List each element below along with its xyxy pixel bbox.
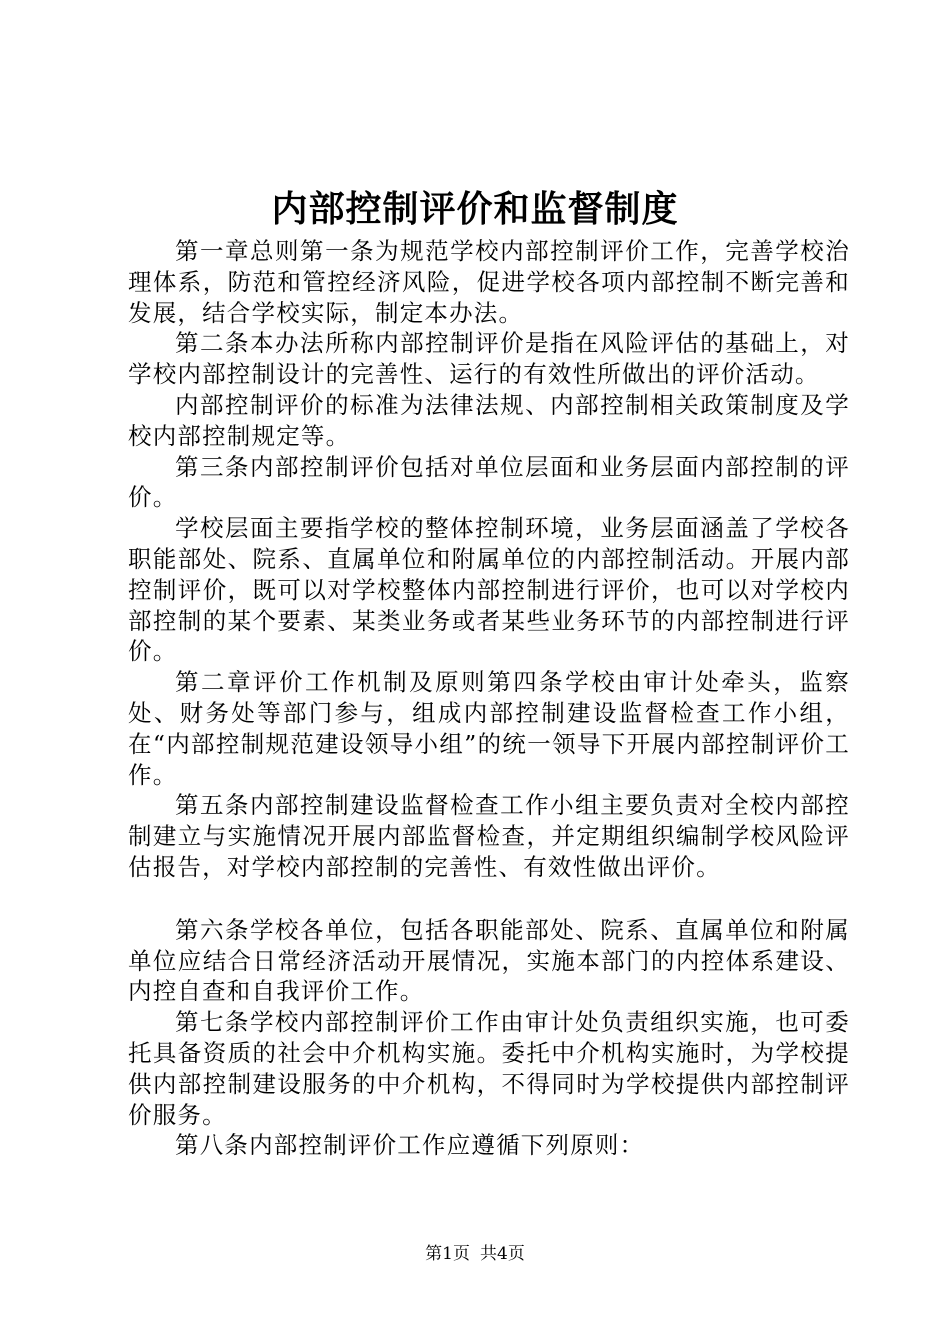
page-number-current: 第1页 [425, 1244, 470, 1264]
page-number-total: 共4页 [480, 1244, 525, 1264]
paragraph-article6: 第六条学校各单位，包括各职能部处、院系、直属单位和附属单位应结合日常经济活动开展情况，实施本部门的内控体系建设、内控自查和自我评价工作。 [128, 915, 850, 1006]
page-footer [0, 1242, 950, 1266]
paragraph-chapter1-article1: 第一章总则第一条为规范学校内部控制评价工作，完善学校治理体系，防范和管控经济风险，促进学校各项内部控制不断完善和发展，结合学校实际，制定本办法。 [128, 237, 850, 327]
paragraph-evaluation-standard: 内部控制评价的标准为法律法规、内部控制相关政策制度及学校内部控制规定等。 [128, 390, 850, 450]
document-body [128, 236, 850, 1161]
paragraph-article8: 第八条内部控制评价工作应遵循下列原则： [175, 1131, 645, 1160]
paragraph-school-level: 学校层面主要指学校的整体控制环境，业务层面涵盖了学校各职能部处、院系、直属单位和附属单位的内部控制活动。开展内部控制评价，既可以对学校整体内部控制进行评价，也可以对学校内部控制的某个要素、某类业务或者某些业务环节的内部控制进行评价。 [128, 514, 850, 666]
document-title: 内部控制评价和监督制度 [271, 188, 679, 230]
paragraph-article3: 第三条内部控制评价包括对单位层面和业务层面内部控制的评价。 [128, 452, 850, 512]
paragraph-spacer [128, 883, 850, 915]
paragraph-chapter2-article4: 第二章评价工作机制及原则第四条学校由审计处牵头，监察处、财务处等部门参与，组成内部控制建设监督检查工作小组，在“内部控制规范建设领导小组”的统一领导下开展内部控制评价工作。 [128, 668, 850, 789]
paragraph-article7: 第七条学校内部控制评价工作由审计处负责组织实施，也可委托具备资质的社会中介机构实施。委托中介机构实施时，为学校提供内部控制建设服务的中介机构，不得同时为学校提供内部控制评价服务。 [128, 1008, 850, 1129]
paragraph-article2: 第二条本办法所称内部控制评价是指在风险评估的基础上，对学校内部控制设计的完善性、运行的有效性所做出的评价活动。 [128, 329, 850, 389]
paragraph-article5: 第五条内部控制建设监督检查工作小组主要负责对全校内部控制建立与实施情况开展内部监督检查，并定期组织编制学校风险评估报告，对学校内部控制的完善性、有效性做出评价。 [128, 791, 850, 881]
